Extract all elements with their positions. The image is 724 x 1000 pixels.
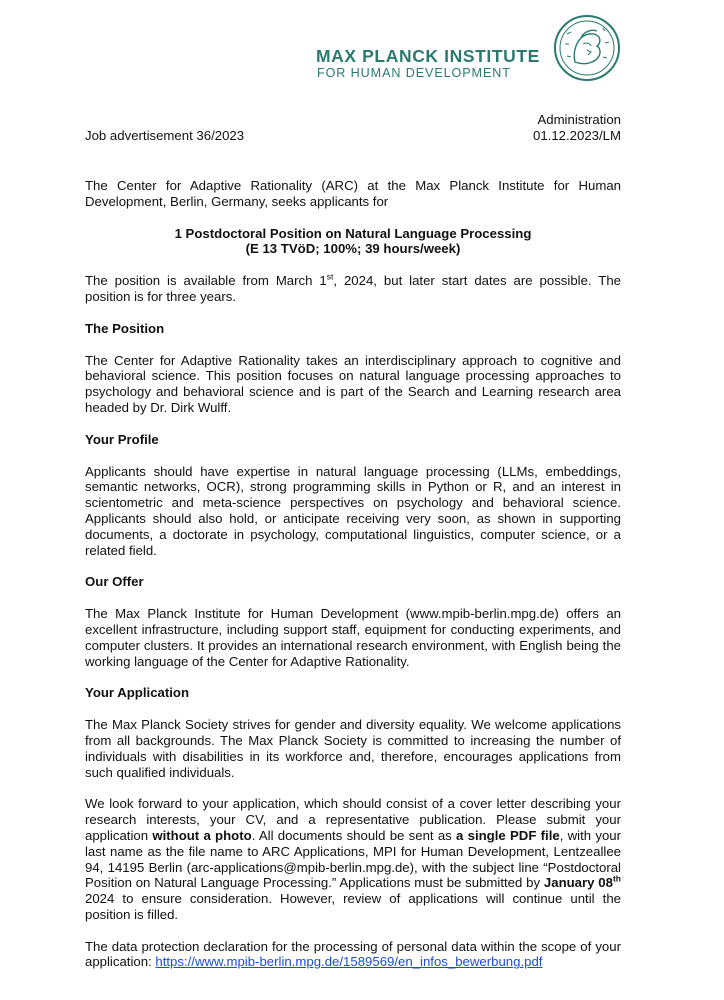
ordinal-suffix: st	[326, 271, 334, 282]
heading-application: Your Application	[85, 685, 190, 701]
deadline-emphasis	[544, 875, 621, 890]
data-protection-text: The data protection declaration for the processing of personal data within the scope of your application:	[85, 938, 621, 970]
position-title-line2: (E 13 TVöD; 100%; 39 hours/week)	[245, 241, 461, 257]
institute-name: MAX PLANCK INSTITUTE	[316, 46, 540, 66]
position-paragraph: The Center for Adaptive Rationality takes an interdisciplinary approach to cognitive and behavioral science. This position focuses on natural language processing approaches to psychology and behavioral science and is part of the Search and Learning research area headed by Dr. Dirk Wulff.	[85, 352, 621, 415]
diversity-paragraph: The Max Planck Society strives for gender and diversity equality. We welcome applications from all backgrounds. The Max Planck Society is committed to increasing the number of individuals with disabilities in its workforce and, therefore, encourages applications from such qualified individuals.	[85, 717, 621, 780]
position-title-line1: 1 Postdoctoral Position on Natural Language Processing	[174, 225, 532, 241]
availability-text-end: , 2024, but later start dates are possible. The position is for three years.	[85, 273, 622, 304]
position-title	[85, 226, 621, 258]
institute-logo	[314, 14, 634, 86]
heading-position: The Position	[85, 320, 165, 336]
submission-text-4: 2024 to ensure consideration. However, review of applications will continue until the position is filled.	[85, 891, 621, 922]
availability-paragraph	[85, 273, 621, 305]
offer-paragraph: The Max Planck Institute for Human Development (www.mpib-berlin.mpg.de) offers an excellent infrastructure, including support staff, equipment for conducting experiments, and computer clusters. It provides an international research environment, with English being the working language of the Center for Adaptive Rationality.	[85, 606, 621, 669]
data-protection-link[interactable]: https://www.mpib-berlin.mpg.de/1589569/en_infos_bewerbung.pdf	[155, 954, 543, 970]
date-reference: 01.12.2023/LM	[533, 128, 621, 143]
heading-offer: Our Offer	[85, 574, 144, 590]
availability-text-start: The position is available from March 1	[85, 273, 327, 289]
single-pdf-emphasis: a single PDF file	[456, 827, 560, 843]
advertisement-number: Job advertisement 36/2023	[85, 128, 245, 143]
minerva-seal-icon	[553, 14, 621, 82]
submission-text-2: . All documents should be sent as	[251, 827, 457, 843]
intro-paragraph: The Center for Adaptive Rationality (ARC) at the Max Planck Institute for Human Development, Berlin, Germany, seeks applicants for	[85, 178, 621, 209]
submission-text-3: , with your last name as the file name to ARC Applications, MPI for Human Development, Lentzeallee 94, 14195 Berlin (arc-applications@mpib-berlin.mpg.de), with the subject line “Postdoctoral Position on Natural Language Processing.” Applications must be submitted by	[85, 827, 622, 891]
profile-paragraph: Applicants should have expertise in natural language processing (LLMs, embeddings, semantic networks, OCR), strong programming skills in Python or R, and an interest in scientometric and meta-science perspectives on psychology and behavioral science. Applicants should also hold, or anticipate receiving very soon, as shown in supporting documents, a doctorate in psychology, computational linguistics, computer science, or a related field.	[85, 463, 621, 558]
document-meta-right	[533, 112, 621, 144]
data-protection-paragraph	[85, 939, 621, 971]
heading-profile: Your Profile	[85, 431, 159, 447]
no-photo-emphasis: without a photo	[152, 827, 252, 843]
department-label: Administration	[537, 112, 621, 127]
submission-text-1: We look forward to your application, which should consist of a cover letter describing your research interests, your CV, and a representative publication. Please submit your application	[85, 796, 621, 843]
deadline-date: January 08	[543, 875, 613, 891]
submission-paragraph	[85, 796, 621, 922]
document-body	[85, 178, 621, 986]
institute-subtitle: FOR HUMAN DEVELOPMENT	[317, 66, 511, 80]
deadline-ordinal: th	[612, 873, 621, 884]
